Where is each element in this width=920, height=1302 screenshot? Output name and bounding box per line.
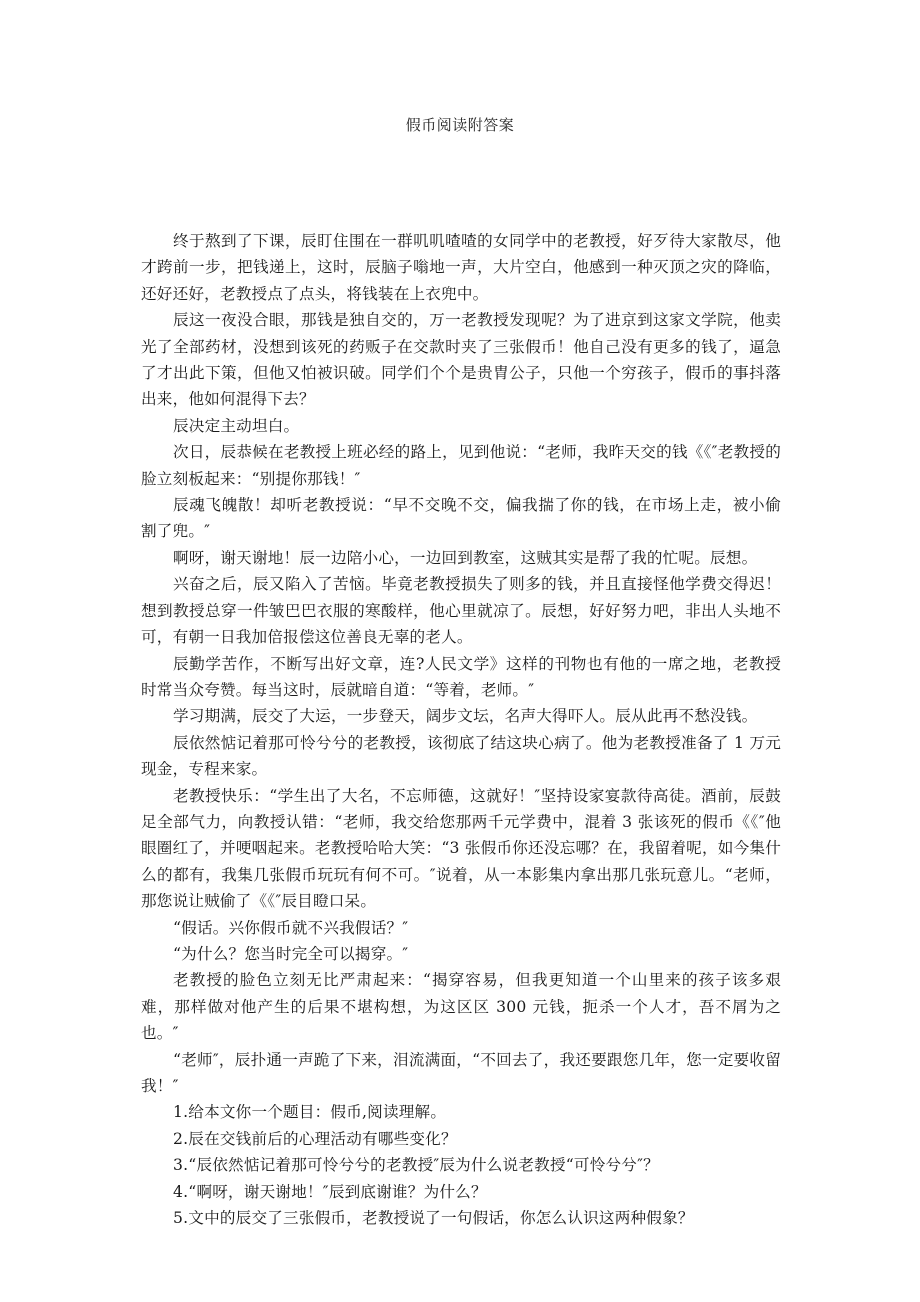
document-body <box>141 228 781 1231</box>
paragraph: “老师″，辰扑通一声跪了下来，泪流满面，“不回去了，我还要跟您几年，您一定要收留我！″ <box>141 1050 781 1095</box>
paragraph: 终于熬到了下课，辰盯住围在一群叽叽喳喳的女同学中的老教授，好歹待大家散尽，他才跨前一步，把钱递上，这时，辰脑子嗡地一声，大片空白，他感到一种灭顶之灾的降临，还好还好，老教授点了点头，将钱装在上衣兜中。 <box>141 232 781 303</box>
question-item: 5.文中的辰交了三张假币，老教授说了一句假话，你怎么认识这两种假象？ <box>173 1209 694 1228</box>
paragraph: 次日，辰恭候在老教授上班必经的路上，见到他说：“老师，我昨天交的钱《《″老教授的脸立刻板起来：“别提你那钱！″ <box>141 443 781 488</box>
paragraph: 辰依然惦记着那可怜兮兮的老教授，该彻底了结这块心病了。他为老教授准备了 1 万元现金，专程来家。 <box>141 733 781 779</box>
document-title: 假币阅读附答案 <box>405 116 515 134</box>
question-item: 4.“啊呀，谢天谢地！″辰到底谢谁？为什么？ <box>173 1182 487 1201</box>
paragraph: 老教授的脸色立刻无比严肃起来：“揭穿容易，但我更知道一个山里来的孩子该多艰难，那样做对他产生的后果不堪构想，为这区区 300 元钱，扼杀一个人才，吾不屑为之也。″ <box>141 971 781 1043</box>
paragraph: 兴奋之后，辰又陷入了苦恼。毕竟老教授损失了则多的钱，并且直接怪他学费交得迟！想到教授总穿一件皱巴巴衣服的寒酸样，他心里就凉了。辰想，好好努力吧，非出人头地不可，有朝一日我加倍报偿这位善良无辜的老人。 <box>141 575 781 647</box>
paragraph: 学习期满，辰交了大运，一步登天，阔步文坛，名声大得吓人。辰从此再不愁没钱。 <box>173 707 758 726</box>
paragraph: 辰魂飞魄散！却听老教授说：“早不交晚不交，偏我揣了你的钱，在市场上走，被小偷割了兜。″ <box>141 496 781 541</box>
paragraph: “为什么？您当时完全可以揭穿。″ <box>173 944 409 963</box>
paragraph: “假话。兴你假币就不兴我假话？″ <box>173 918 409 937</box>
question-item: 1.给本文你一个题目：假币,阅读理解。 <box>173 1103 447 1122</box>
paragraph: 老教授快乐：“学生出了大名，不忘师德，这就好！″坚持设家宴款待高徒。酒前，辰鼓足全部气力，向教授认错：“老师，我交给您那两千元学费中，混着 3 张该死的假币《《″他眼圈红了，并哽咽起来。老教授哈哈大笑：“3 张假币你还没忘哪？在，我留着呢，如今集什么的都有，我集几张假币玩玩有何不可。″说着，从一本影集内拿出那几张玩意儿。“老师，那您说让贼偷了《《″辰目瞪口呆。 <box>141 786 781 911</box>
paragraph: 辰勤学苦作，不断写出好文章，连?人民文学》这样的刊物也有他的一席之地，老教授时常当众夸赞。每当这时，辰就暗自道：“等着，老师。″ <box>141 654 781 699</box>
paragraph: 啊呀，谢天谢地！辰一边陪小心，一边回到教室，这贼其实是帮了我的忙呢。辰想。 <box>173 548 758 567</box>
paragraph: 辰这一夜没合眼，那钱是独自交的，万一老教授发现呢？为了进京到这家文学院，他卖光了全部药材，没想到该死的药贩子在交款时夹了三张假币！他自己没有更多的钱了，逼急了才出此下策，但他又怕被识破。同学们个个是贵胄公子，只他一个穷孩子，假币的事抖落出来，他如何混得下去？ <box>141 311 781 409</box>
paragraph: 辰决定主动坦白。 <box>173 416 300 435</box>
question-item: 3.“辰依然惦记着那可怜兮兮的老教授″辰为什么说老教授“可怜兮兮″？ <box>173 1156 659 1175</box>
question-item: 2.辰在交钱前后的心理活动有哪些变化？ <box>173 1129 457 1148</box>
